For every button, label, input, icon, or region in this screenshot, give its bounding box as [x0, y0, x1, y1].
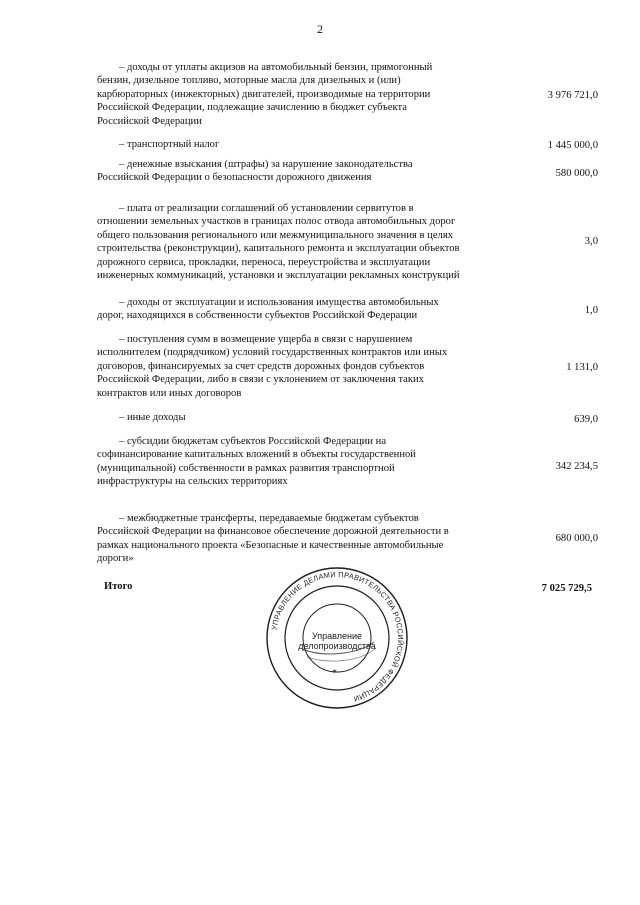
- revenue-description: – доходы от эксплуатации и использования имущества автомобильных дорог, находящихся в собственности субъектов Российской Федерации: [97, 297, 439, 322]
- stamp-center-line: Управление: [311, 631, 363, 641]
- stamp-star-icon: *: [332, 668, 337, 679]
- revenue-description: – доходы от уплаты акцизов на автомобильный бензин, прямогонный бензин, дизельное топливо, моторные масла для дизельных и (или) карбюраторных (инжекторных) двигателей, производимые на территории Российской Федерации, подлежащие зачислению в бюджет субъекта Российской Федерации: [97, 62, 433, 127]
- revenue-amount: 580 000,0: [555, 168, 598, 179]
- stamp-center-line: делопроизводства: [298, 641, 376, 651]
- revenue-amount: 1 131,0: [566, 362, 598, 373]
- revenue-amount: 1,0: [584, 305, 598, 316]
- official-stamp: [262, 563, 412, 713]
- revenue-amount: 3 976 721,0: [547, 90, 598, 101]
- revenue-description: – субсидии бюджетам субъектов Российской Федерации на софинансирование капитальных вложений в объекты государственной (муниципальной) собственности в рамках развития транспортной инфраструктуры на сельских территориях: [97, 436, 416, 488]
- revenue-description: – денежные взыскания (штрафы) за нарушение законодательства Российской Федерации о безопасности дорожного движения: [97, 159, 413, 184]
- stamp-outer-text: УПРАВЛЕНИЕ ДЕЛАМИ ПРАВИТЕЛЬСТВА РОССИЙСКОЙ ФЕДЕРАЦИИ: [269, 569, 406, 704]
- revenue-description: – транспортный налог: [119, 139, 220, 150]
- revenue-description: – плата от реализации соглашений об установлении сервитутов в отношении земельных участков в границах полос отвода автомобильных дорог общего пользования регионального или межмуниципального значения в целях строительства (реконструкции), капитального ремонта и эксплуатации объектов дорожного сервиса, прокладки, переноса, переустройства и эксплуатации инженерных коммуникаций, установки и эксплуатации рекламных конструкций: [97, 203, 460, 282]
- revenue-description: – поступления сумм в возмещение ущерба в связи с нарушением исполнителем (подрядчиком) условий государственных контрактов или иных договоров, финансируемых за счет средств дорожных фондов субъектов Российской Федерации, либо в связи с уклонением от заключения таких контрактов или иных договоров: [97, 334, 448, 399]
- revenue-amount: 639,0: [574, 414, 598, 425]
- total-label: Итого: [104, 581, 133, 592]
- revenue-description: – межбюджетные трансферты, передаваемые бюджетам субъектов Российской Федерации на финансовое обеспечение дорожной деятельности в рамках национального проекта «Безопасные и качественные автомобильные дороги»: [97, 513, 449, 565]
- revenue-amount: 342 234,5: [555, 461, 598, 472]
- revenue-amount: 3,0: [584, 236, 598, 247]
- stamp-center-text: [262, 631, 412, 651]
- total-amount: 7 025 729,5: [541, 583, 592, 594]
- revenue-amount: 680 000,0: [555, 533, 598, 544]
- page-number: 2: [317, 22, 323, 36]
- revenue-amount: 1 445 000,0: [547, 140, 598, 151]
- revenue-description: – иные доходы: [119, 412, 186, 423]
